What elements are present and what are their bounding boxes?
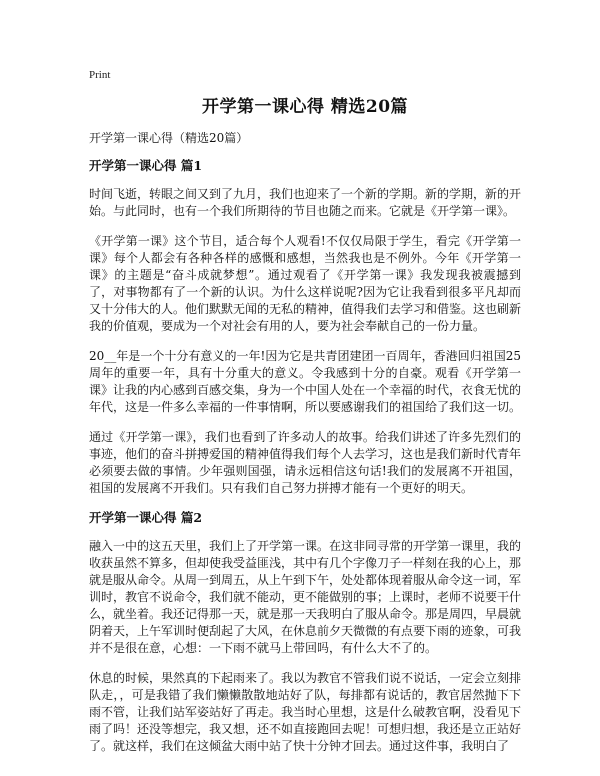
paragraph: 20__年是一个十分有意义的一年!因为它是共青团建团一百周年，香港回归祖国25周年的重要一年，具有十分重大的意义。令我感到十分的自豪。观看《开学第一课》让我的内心感到百感交集，身为一个中国人处在一个幸福的时代，衣食无忧的年代，这是一件多么幸福的一件事情啊，所以要感谢我们的祖国给了我们这一切。 bbox=[89, 349, 522, 414]
section-2 bbox=[89, 510, 521, 755]
document-subtitle: 开学第一课心得（精选20篇） bbox=[89, 131, 249, 145]
document-page bbox=[89, 68, 521, 768]
paragraph: 《开学第一课》这个节目，适合每个人观看!不仅仅局限于学生，看完《开学第一课》每个人都会有各种各样的感慨和感想，当然我也是不例外。今年《开学第一课》的主题是“奋斗成就梦想”。通过观看了《开学第一课》我发现我被震撼到了，对事物都有了一个新的认识。为什么这样说呢?因为它让我看到很多平凡却而又十分伟大的人。他们默默无闻的无私的精神，值得我们去学习和借鉴。这也刷新我的价值观，要成为一个对社会有用的人，要为社会奉献自己的一份力量。 bbox=[89, 234, 522, 333]
paragraph: 休息的时候，果然真的下起雨来了。我以为教官不管我们说不说话，一定会立刻排队走，，可是我错了我们懒懒散散地站好了队，每排都有说话的，教官居然抛下下雨不管，让我们站军姿站好了再走。我当时心里想，这是什么破教官啊，没看见下雨了吗！还没等想完，我又想，还不如直接跑回去呢！可想归想，我还是立正站好了。就这样，我们在这倾盆大雨中站了快十分钟才回去。通过这件事，我明白了 bbox=[89, 671, 522, 753]
document-title: 开学第一课心得 精选20篇 bbox=[201, 97, 409, 117]
paragraph: 时间飞逝，转眼之间又到了九月，我们也迎来了一个新的学期。新的学期，新的开始。与此同时，也有一个我们所期待的节目也随之而来。它就是《开学第一课》。 bbox=[89, 187, 522, 218]
section-heading: 开学第一课心得 篇2 bbox=[89, 510, 203, 525]
section-heading: 开学第一课心得 篇1 bbox=[89, 158, 203, 173]
section-1 bbox=[89, 158, 521, 497]
paragraph: 融入一中的这五天里，我们上了开学第一课。在这非同寻常的开学第一课里，我的收获虽然不算多，但却使我受益匪浅，其中有几个字像刀子一样刻在我的心上，那就是服从命令。从周一到周五，从上午到下午，处处都体现着服从命令这一词，军训时，教官不说命令，我们就不能动，更不能做别的事；上课时，老师不说要干什么，就坐着。我还记得那一天，就是那一天我明白了服从命令。那是周四，早晨就阴着天，上午军训时便刮起了大风，在休息前夕天微微的有点要下雨的迹象，可我并不是很在意，心想：一下雨不就马上带回吗，有什么大不了的。 bbox=[89, 539, 522, 655]
paragraph: 通过《开学第一课》，我们也看到了许多动人的故事。给我们讲述了许多先烈们的事迹，他们的奋斗拼搏爱国的精神值得我们每个人去学习，这也是我们新时代青年必须要去做的事情。少年强则国强，请永远相信这句话!我们的发展离不开祖国，祖国的发展离不开我们。只有我们自己努力拼搏才能有一个更好的明天。 bbox=[89, 430, 522, 495]
print-label: Print bbox=[89, 69, 111, 81]
